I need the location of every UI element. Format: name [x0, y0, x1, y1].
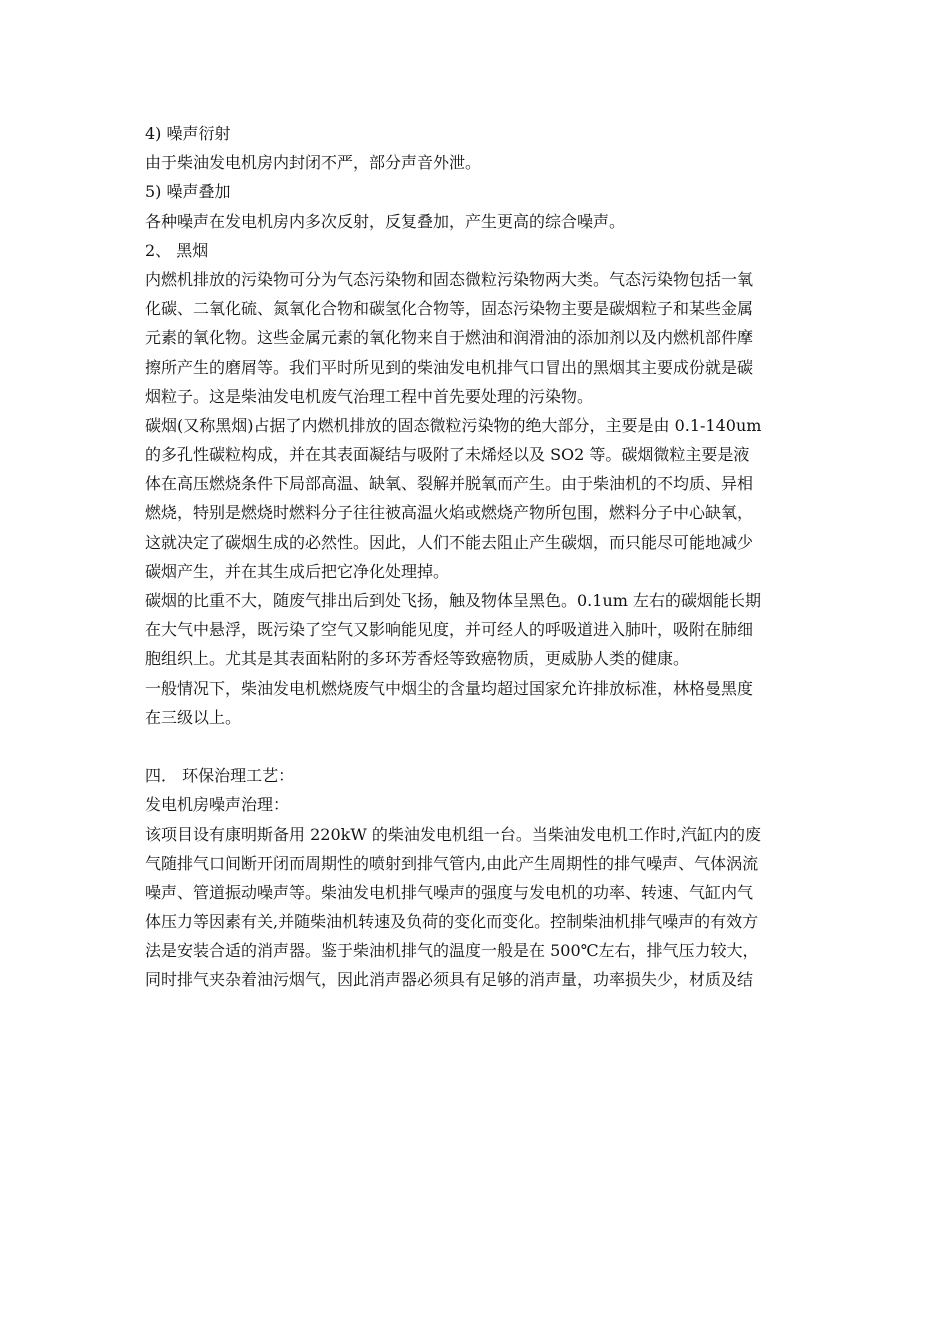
text-line: 在大气中悬浮，既污染了空气又影响能见度，并可经人的呼吸道进入肺叶，吸附在肺细	[145, 620, 754, 640]
blank-line	[145, 732, 811, 761]
text-line: 的多孔性碳粒构成，并在其表面凝结与吸附了未烯烃以及 SO2 等。碳烟微粒主要是液	[145, 445, 750, 465]
text-line: 该项目设有康明斯备用 220kW 的柴油发电机组一台。当柴油发电机工作时,汽缸内的废	[145, 824, 761, 844]
document-body	[145, 119, 811, 995]
text-line: 由于柴油发电机房内封闭不严，部分声音外泄。	[145, 153, 482, 173]
paragraph-pollutants	[145, 265, 811, 411]
text-line: 内燃机排放的污染物可分为气态污染物和固态微粒污染物两大类。气态污染物包括一氧	[145, 269, 754, 289]
text-line: 擦所产生的磨屑等。我们平时所见到的柴油发电机排气口冒出的黑烟其主要成份就是碳	[145, 357, 754, 377]
text-line: 法是安装合适的消声器。鉴于柴油机排气的温度一般是在 500℃左右，排气压力较大，	[145, 941, 759, 961]
text-line: 胞组织上。尤其是其表面粘附的多环芳香烃等致癌物质，更威胁人类的健康。	[145, 649, 690, 669]
paragraph-smoke-health	[145, 586, 811, 674]
text-line: 一般情况下，柴油发电机燃烧废气中烟尘的含量均超过国家允许排放标准，林格曼黑度	[145, 678, 754, 698]
paragraph-noise-superposition	[145, 207, 811, 236]
text-line: 噪声、管道振动噪声等。柴油发电机排气噪声的强度与发电机的功率、转速、气缸内气	[145, 882, 754, 902]
text-line: 碳烟产生，并在其生成后把它净化处理掉。	[145, 561, 450, 581]
text-line: 同时排气夹杂着油污烟气，因此消声器必须具有足够的消声量，功率损失少，材质及结	[145, 970, 754, 990]
text-line: 体在高压燃烧条件下局部高温、缺氧、裂解并脱氧而产生。由于柴油机的不均质、异相	[145, 474, 754, 494]
heading-treatment-process: 四． 环保治理工艺：	[145, 766, 295, 786]
text-line: 气随排气口间断开闭而周期性的喷射到排气管内,由此产生周期性的排气噪声、气体涡流	[145, 853, 759, 873]
text-line: 各种噪声在发电机房内多次反射，反复叠加，产生更高的综合噪声。	[145, 211, 626, 231]
heading-noise-diffraction: 4) 噪声衍射	[145, 124, 231, 143]
text-line: 碳烟(又称黑烟)占据了内燃机排放的固态微粒污染物的绝大部分，主要是由 0.1-140um	[145, 415, 762, 435]
paragraph-exhaust-noise	[145, 820, 811, 995]
text-line: 碳烟的比重不大，随废气排出后到处飞扬，触及物体呈黑色。0.1um 左右的碳烟能长期	[145, 591, 762, 610]
text-line: 体压力等因素有关,并随柴油机转速及负荷的变化而变化。控制柴油机排气噪声的有效方	[145, 912, 759, 932]
paragraph-carbon-smoke	[145, 411, 811, 586]
text-line: 元素的氧化物。这些金属元素的氧化物来自于燃油和润滑油的添加剂以及内燃机部件摩	[145, 328, 754, 348]
text-line: 这就决定了碳烟生成的必然性。因此，人们不能去阻止产生碳烟，而只能尽可能地减少	[145, 532, 754, 552]
text-line: 烟粒子。这是柴油发电机废气治理工程中首先要处理的污染物。	[145, 386, 594, 406]
heading-noise-superposition: 5) 噪声叠加	[145, 182, 231, 202]
text-line: 燃烧，特别是燃烧时燃料分子往往被高温火焰或燃烧产物所包围，燃料分子中心缺氧，	[145, 503, 754, 523]
paragraph-emission-standard	[145, 674, 811, 732]
heading-black-smoke: 2、 黑烟	[145, 240, 209, 260]
heading-generator-room-noise: 发电机房噪声治理：	[145, 795, 290, 815]
paragraph-noise-diffraction	[145, 148, 811, 177]
text-line: 化碳、二氧化硫、氮氧化合物和碳氢化合物等，固态污染物主要是碳烟粒子和某些金属	[145, 299, 754, 319]
text-line: 在三级以上。	[145, 707, 242, 727]
